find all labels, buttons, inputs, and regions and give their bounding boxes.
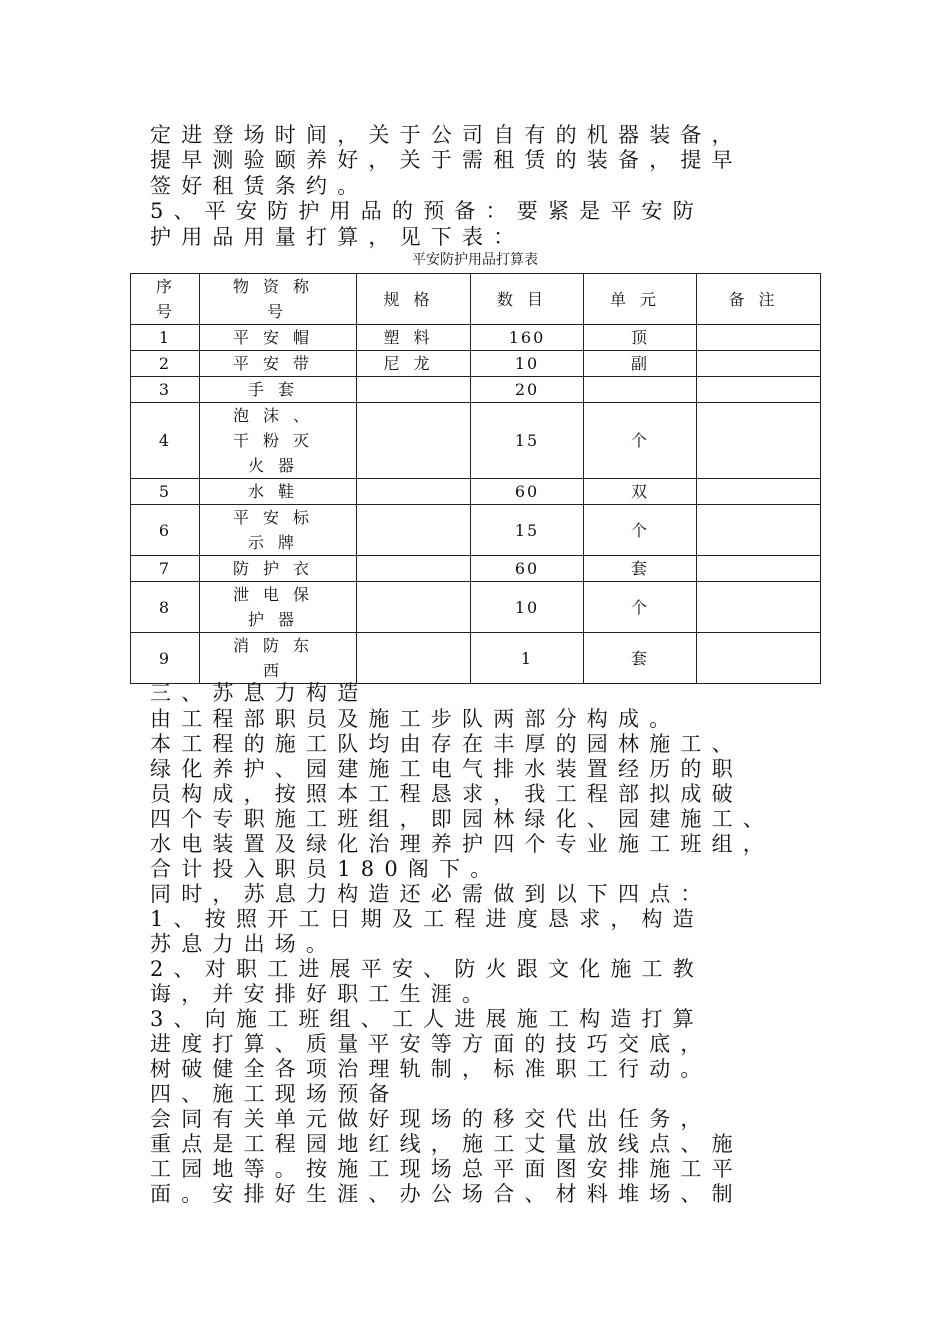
- cell-remark: [697, 479, 821, 505]
- body-line-1: 三、苏息力构造: [150, 681, 369, 705]
- cell-qty: 1: [471, 633, 584, 684]
- table-row: [131, 479, 821, 505]
- cell-remark: [697, 351, 821, 377]
- cell-name: [200, 505, 357, 556]
- cell-qty: 10: [471, 351, 584, 377]
- body-line-19: 重点是工程园地红线，施工丈量放线点、施: [150, 1132, 743, 1156]
- body-line-7: 水电装置及绿化治理养护四个专业施工班组，: [150, 832, 774, 856]
- cell-unit: 副: [584, 351, 697, 377]
- cell-spec: [357, 582, 471, 633]
- cell-no: 1: [131, 325, 200, 351]
- cell-name: [200, 479, 357, 505]
- cell-no: 9: [131, 633, 200, 684]
- header-name-line-1: 物资称: [232, 277, 323, 296]
- cell-remark: [697, 377, 821, 403]
- body-line-17: 四、施工现场预备: [150, 1082, 400, 1106]
- body-line-13: 诲，并安排好职工生涯。: [150, 982, 494, 1006]
- cell-name: [200, 556, 357, 582]
- body-line-18: 会同有关单元做好现场的移交代出任务，: [150, 1107, 712, 1131]
- body-line-8: 合计投入职员180阁下。: [150, 857, 502, 881]
- table-row: [131, 377, 821, 403]
- cell-no: 6: [131, 505, 200, 556]
- header-unit: 单元: [584, 274, 697, 325]
- cell-qty: 10: [471, 582, 584, 633]
- table-row: [131, 556, 821, 582]
- cell-no: 7: [131, 556, 200, 582]
- cell-spec: [357, 403, 471, 479]
- cell-name: [200, 351, 357, 377]
- cell-unit: 个: [584, 505, 697, 556]
- cell-name-line: 泡沫、: [232, 406, 323, 425]
- cell-spec: [357, 505, 471, 556]
- table-header-row: [131, 274, 821, 325]
- cell-no: 2: [131, 351, 200, 377]
- cell-no: 8: [131, 582, 200, 633]
- table-row: [131, 325, 821, 351]
- cell-qty: 15: [471, 505, 584, 556]
- cell-unit: [584, 377, 697, 403]
- body-line-20: 工园地等。按施工现场总平面图安排施工平: [150, 1157, 743, 1181]
- cell-name: [200, 403, 357, 479]
- table-row: [131, 582, 821, 633]
- safety-supplies-table: [130, 273, 821, 684]
- header-no-line-2: 号: [155, 302, 174, 321]
- table-caption: 平安防护用品打算表: [412, 252, 538, 268]
- cell-name: [200, 325, 357, 351]
- cell-name: [200, 377, 357, 403]
- cell-name-line: 护器: [247, 610, 308, 629]
- body-line-3: 本工程的施工队均由存在丰厚的园林施工、: [150, 732, 743, 756]
- cell-unit: 个: [584, 403, 697, 479]
- header-spec: 规格: [357, 274, 471, 325]
- body-line-9: 同时，苏息力构造还必需做到以下四点：: [150, 882, 712, 906]
- cell-name-line: 平安帽: [232, 328, 323, 347]
- cell-remark: [697, 505, 821, 556]
- body-line-15: 进度打算、质量平安等方面的技巧交底，: [150, 1032, 712, 1056]
- cell-name-line: 消防东: [232, 636, 323, 655]
- intro-line-1: 定进登场时间，关于公司自有的机器装备，: [150, 123, 743, 147]
- cell-spec: [357, 633, 471, 684]
- body-line-4: 绿化养护、园建施工电气排水装置经历的职: [150, 757, 743, 781]
- body-line-5: 员构成，按照本工程恳求，我工程部拟成破: [150, 782, 743, 806]
- cell-spec: 尼龙: [357, 351, 471, 377]
- header-remark: 备注: [697, 274, 821, 325]
- header-qty: 数目: [471, 274, 584, 325]
- cell-name-line: 示牌: [247, 533, 308, 552]
- header-name-line-2: 号: [266, 302, 289, 321]
- cell-name-line: 平安标: [232, 508, 323, 527]
- header-no-line-1: 序: [155, 277, 174, 296]
- cell-spec: [357, 377, 471, 403]
- body-line-12: 2、对职工进展平安、防火跟文化施工教: [150, 957, 704, 981]
- cell-remark: [697, 582, 821, 633]
- cell-remark: [697, 556, 821, 582]
- cell-no: 4: [131, 403, 200, 479]
- table-row: [131, 403, 821, 479]
- cell-spec: 塑料: [357, 325, 471, 351]
- cell-name-line: 火器: [247, 456, 308, 475]
- body-line-6: 四个专职施工班组，即园林绿化、园建施工、: [150, 807, 774, 831]
- header-name: [200, 274, 357, 325]
- body-line-16: 树破健全各项治理轨制，标准职工行动。: [150, 1057, 712, 1081]
- body-line-11: 苏息力出场。: [150, 932, 338, 956]
- table-row: [131, 633, 821, 684]
- cell-qty: 20: [471, 377, 584, 403]
- body-line-21: 面。安排好生涯、办公场合、材料堆场、制: [150, 1182, 743, 1206]
- cell-no: 3: [131, 377, 200, 403]
- body-line-2: 由工程部职员及施工步队两部分构成。: [150, 707, 681, 731]
- cell-qty: 160: [471, 325, 584, 351]
- cell-name-line: 平安带: [232, 354, 323, 373]
- body-line-10: 1、按照开工日期及工程进度恳求，构造: [150, 907, 704, 931]
- table-row: [131, 351, 821, 377]
- header-no: [131, 274, 200, 325]
- cell-remark: [697, 325, 821, 351]
- cell-qty: 60: [471, 479, 584, 505]
- cell-name: [200, 582, 357, 633]
- intro-line-5: 护用品用量打算，见下表：: [150, 225, 525, 249]
- cell-remark: [697, 403, 821, 479]
- cell-qty: 15: [471, 403, 584, 479]
- cell-name: [200, 633, 357, 684]
- cell-unit: 个: [584, 582, 697, 633]
- cell-no: 5: [131, 479, 200, 505]
- cell-unit: 套: [584, 556, 697, 582]
- cell-name-line: 泄电保: [232, 585, 323, 604]
- table-row: [131, 505, 821, 556]
- cell-spec: [357, 479, 471, 505]
- cell-name-line: 手套: [247, 380, 308, 399]
- cell-unit: 双: [584, 479, 697, 505]
- cell-spec: [357, 556, 471, 582]
- cell-name-line: 防护衣: [232, 559, 323, 578]
- intro-line-3: 签好租赁条约。: [150, 174, 369, 198]
- cell-qty: 60: [471, 556, 584, 582]
- intro-line-4: 5、平安防护用品的预备：要紧是平安防: [150, 199, 704, 223]
- cell-name-line: 水鞋: [247, 482, 308, 501]
- cell-name-line: 干粉灭: [232, 431, 323, 450]
- body-line-14: 3、向施工班组、工人进展施工构造打算: [150, 1007, 704, 1031]
- cell-unit: 顶: [584, 325, 697, 351]
- cell-name-line: 西: [262, 661, 293, 680]
- cell-unit: 套: [584, 633, 697, 684]
- cell-remark: [697, 633, 821, 684]
- intro-line-2: 提早测验颐养好，关于需租赁的装备，提早: [150, 148, 743, 172]
